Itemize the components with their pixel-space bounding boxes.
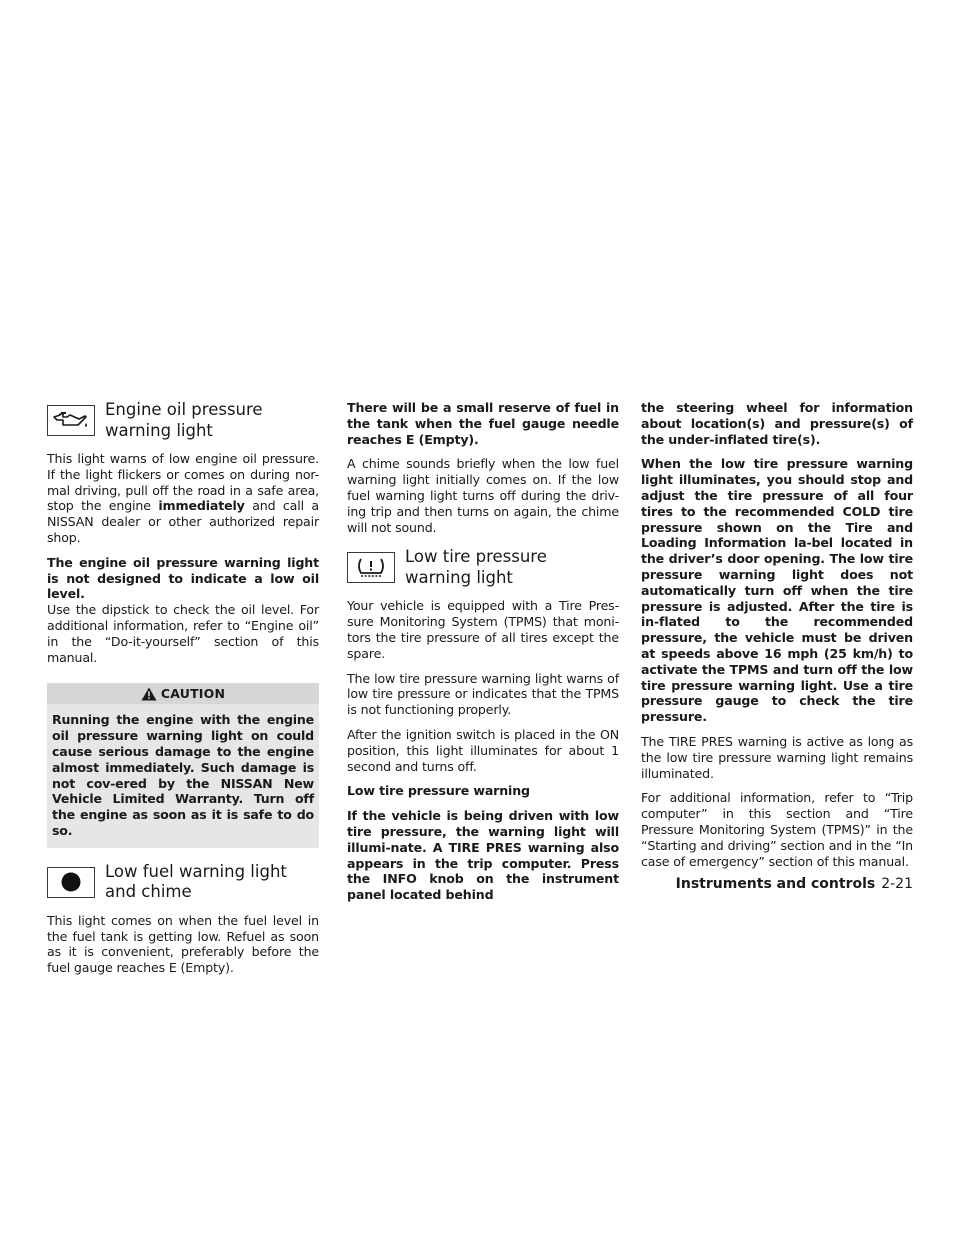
column-3: [641, 400, 913, 878]
filled-circle-icon: [47, 867, 95, 898]
tire-reference-paragraph: For additional information, refer to “Trip computer” in this section and “Tire Pressure Monitoring System (TPMS)” in the “Starting and driving” section and in the “In case of emergency” section of this manual.: [641, 790, 913, 869]
tire-paragraph-2: The low tire pressure warning light warns of low tire pressure or indicates that the TPMS is not functioning properly.: [347, 670, 619, 718]
tire-paragraph-3: After the ignition switch is placed in the ON position, this light illuminates for about 1 second and turns off.: [347, 726, 619, 774]
low-fuel-heading: [47, 862, 319, 903]
oil-paragraph-2-bold: The engine oil pressure warning light is not designed to indicate a low oil level.: [47, 554, 319, 602]
tire-paragraph-4: If the vehicle is being driven with low tire pressure, the warning light will illumi-nate. A TIRE PRES warning also appears in the trip computer. Press the INFO knob on the instrument panel located behind: [347, 808, 619, 903]
caution-header: [47, 683, 319, 704]
tire-title-line2: warning light: [405, 567, 513, 587]
fuel-chime-paragraph: A chime sounds briefly when the low fuel warning light initially comes on. If the low fuel warning light turns off during the driv-ing trip and then turns on again, the chime will not sound.: [347, 456, 619, 535]
warning-triangle-icon: [141, 687, 157, 701]
tire-continued-paragraph: the steering wheel for information about location(s) and pressure(s) of the under-inflated tire(s).: [641, 400, 913, 447]
fuel-title-line2: and chime: [105, 882, 192, 902]
footer-section-title: Instruments and controls: [675, 876, 876, 892]
tire-pressure-heading: [347, 547, 619, 588]
caution-text: Running the engine with the engine oil pressure warning light on could cause serious damage to the engine almost immediately. Such damage is not cov-ered by the NISSAN New Vehicle Limited Warranty. Turn off the engine as soon as it is safe to do so.: [52, 712, 314, 838]
oil-paragraph-1: This light warns of low engine oil pressure. If the light flickers or comes on during nor-mal driving, pull off the road in a safe area, stop the engine immediately and call a NISSAN dealer or other authorized repair shop.: [47, 451, 319, 545]
tire-title-line1: Low tire pressure: [405, 547, 547, 567]
oil-title-line1: Engine oil pressure: [105, 400, 263, 419]
page-number: 2-21: [881, 876, 913, 892]
caution-label: CAUTION: [160, 686, 226, 702]
column-1: [47, 400, 319, 985]
oil-paragraph-2: Use the dipstick to check the oil level. For additional information, refer to “Engine oil” in the “Do-it-yourself” section of this manual.: [47, 602, 319, 665]
column-2: [347, 400, 619, 912]
fuel-paragraph-1: This light comes on when the fuel level in the fuel tank is getting low. Refuel as soon as it is convenient, preferably before the fuel gauge reaches E (Empty).: [47, 912, 319, 976]
tire-pressure-icon: [347, 552, 395, 583]
oil-pressure-heading: [47, 400, 319, 441]
page-footer: [676, 875, 913, 893]
tire-adjust-paragraph: When the low tire pressure warning light illuminates, you should stop and adjust the tire pressure of all four tires to the recommended COLD tire pressure shown on the Tire and Loading Information la-bel located in the driver’s door opening. The low tire pressure warning light does not automatically turn off when the tire pressure is adjusted. After the tire is in-flated to the recommended pressure, the vehicle must be driven at speeds above 16 mph (25 km/h) to activate the TPMS and turn off the low tire pressure warning light. Use a tire pressure gauge to check the tire pressure.: [641, 456, 913, 725]
oil-title-line2: warning light: [105, 420, 213, 440]
caution-box: [47, 683, 319, 847]
tire-active-paragraph: The TIRE PRES warning is active as long as the low tire pressure warning light remains illuminated.: [641, 733, 913, 781]
tire-paragraph-1: Your vehicle is equipped with a Tire Pres-sure Monitoring System (TPMS) that moni-tors the tire pressure of all tires except the spare.: [347, 598, 619, 661]
tire-subheading: Low tire pressure warning: [347, 783, 530, 799]
oil-can-icon: [47, 405, 95, 436]
fuel-reserve-paragraph: There will be a small reserve of fuel in the tank when the fuel gauge needle reaches E (Empty).: [347, 400, 619, 447]
fuel-title-line1: Low fuel warning light: [105, 861, 287, 881]
